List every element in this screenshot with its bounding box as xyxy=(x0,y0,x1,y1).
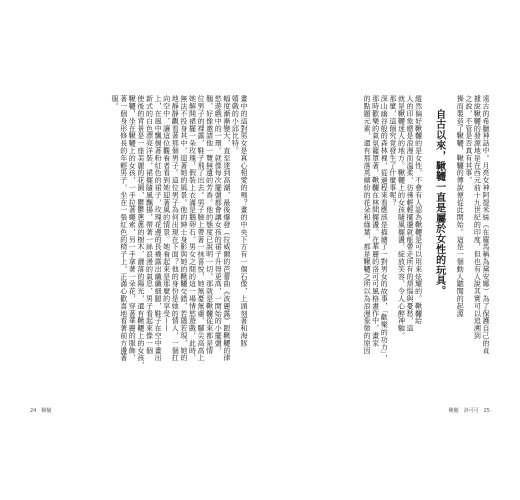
text-column: 畫中的這對男女是真心相愛的嗎？畫的中央下方有一個石像，上頭刻著和海豚 xyxy=(240,95,248,347)
right-page-text xyxy=(272,95,490,405)
text-column: 上，在風中飄揚著粉紅色的裙子，玫瑰花邊的長襪露出纖纖細腿，鞋子在空中畫出 xyxy=(154,95,163,362)
text-column: 操而製造了鞦韆，鞦韆的傳說便從此開始。這是一個動人聽聞的起源 xyxy=(456,95,465,317)
text-column: 無法不投身其中，迎著她的風景。他的紳士身影與她的鞦韆交錯，若隱若現，她的 xyxy=(179,95,188,362)
text-column: 服。 xyxy=(111,95,120,110)
text-column: 之說，不管是否真有其事。 xyxy=(464,95,473,184)
left-page-text xyxy=(30,95,248,405)
text-column: 幅度漸漸變大，直至達到高潮，最後爆發（拉威爾的芭蕾曲《波麗露》跟鞦韆的律 xyxy=(222,95,231,362)
text-column: 翹，好像邀請他一覽無遺的芳香。他的態度已說明一切，那就是鞦韆從來都是情 xyxy=(205,95,214,354)
text-column: 縱然偏好鞦韆的是女性，不會有人認為鞦韆是可以用來炫耀的。鞦韆給 xyxy=(414,95,423,325)
text-column: 向空中，讓這位觀看者看到她迎著風的情景。她看起來是那麼的享受—— xyxy=(162,95,171,332)
text-column: 自古以來，鞦韆一直是屬於女性的玩具。 xyxy=(433,109,445,297)
text-column: 地靜靜觀看著那個男子。這位男子為何出現在下面？他的身份是她的情人，一個扛 xyxy=(171,95,180,362)
text-column: 新式的白色漂亮洋裝，裙擺隨風飄揚，帶著一絲浪漫的氣息，男子看起來像一個 xyxy=(145,95,154,354)
text-column: 的點題元素，還有那落英繽紛的花朵和綠葉，都是鞦韆之所以為浪漫象徵的原因 xyxy=(363,95,372,354)
text-column: 那麼，這個究竟發生了什麼事呢？ xyxy=(388,95,397,206)
right-page xyxy=(272,95,490,414)
text-column xyxy=(446,95,456,395)
text-column: 深山幽谷般的森林裡，從過程來看應該是描繪了一對男女的故事，「歡樂的功力」， xyxy=(380,95,389,362)
text-column: 就是鞦韆迷人的地方。鞦韆上的女孩隨風擺盪，綻放笑容，令人心醉神馳。 xyxy=(397,95,406,340)
text-column: 那時歡樂的氣氛籠罩著，鞦韆在林間擺盪。在華麗的洛可可風格畫作中，畫家 xyxy=(371,95,380,347)
text-column: 著一個身形修長的年輕男子，坐在一張紅色的椅子上，正滿心歡喜地看著前方盪著 xyxy=(119,95,128,362)
text-column: 據說鞦韆的發源地是在西元前十九世紀的印度，但也有人說其實可以追溯到 xyxy=(473,95,482,340)
text-column: 位男子的裸露，鞋子飛了出去。男子臉上帶著一抹喜悅，她無憂無慮，腳尖高高上 xyxy=(197,95,206,362)
text-column: 她解開裙擺一朵玫瑰，假裝上衣滿是鵝卵石。男女之間的這一場情慾遊戲，此時， xyxy=(188,95,197,362)
text-column: 慾遊戲中的一環。就像每次擺盪都會讓女孩的裙子升得更高，一開始的小擺盪， xyxy=(214,95,223,354)
text-column: 鞦韆，坐在鞦韆上的女孩，一手拉著繩索，另一手拿著一朵花，穿著華麗的服飾， xyxy=(128,95,137,362)
left-page xyxy=(30,95,248,414)
text-column: 人的印象總是浪漫而溫柔，彷彿輕輕擺盪就能帶走所有的煩惱與憂愁，這 xyxy=(406,95,415,332)
text-column: 遠古的希臘神話中。月亮女神阿提米絲（在羅馬稱為黛安娜）為了保護自己的貞 xyxy=(482,95,490,354)
left-page-footer: 24 鞦韆 xyxy=(30,408,52,414)
right-page-footer: 鞦韆 洛可可 25 xyxy=(448,408,490,414)
text-column xyxy=(423,95,433,395)
text-column: 嬉戲的小邱比特。 xyxy=(231,95,240,155)
text-column: 使後的背景是一座美麗的花園，鬱鬱蔥蔥的樹木、灑落的陽光，還有鞦韆上的女孩， xyxy=(136,95,145,369)
book-spread xyxy=(30,95,490,415)
